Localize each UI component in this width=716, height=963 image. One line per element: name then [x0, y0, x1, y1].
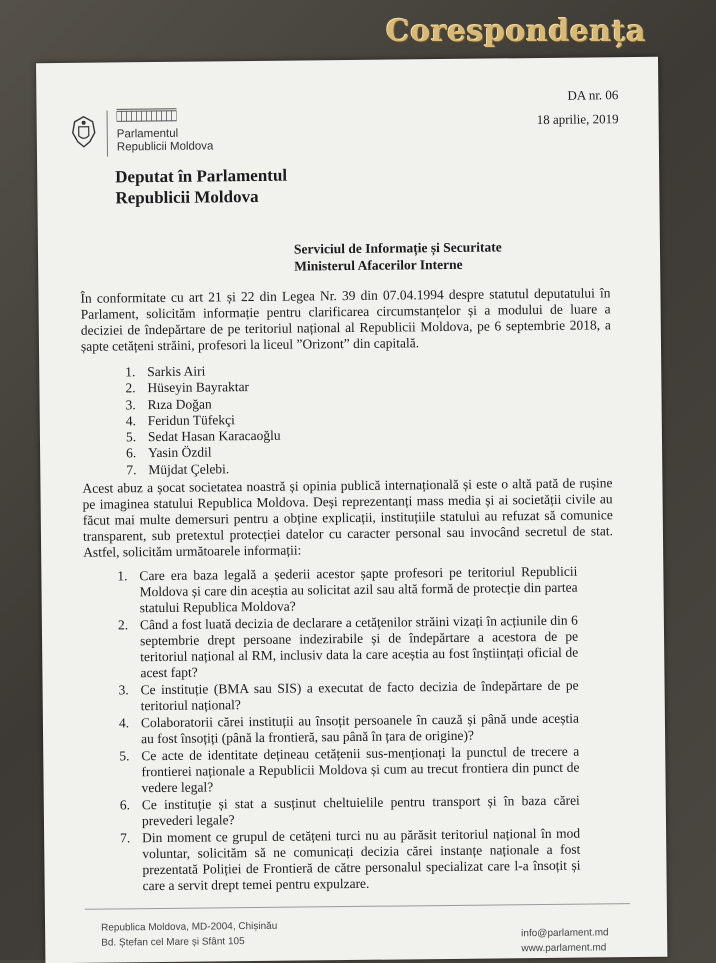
sender-line-2: Republicii Moldova	[115, 186, 287, 209]
list-item: 4. Colaboratorii cărei instituții au însoțit persoanele în cauză și până unde aceștia au fost însoțiți (până la frontieră, sau până în țara de origine)?	[119, 711, 579, 748]
institution-name	[117, 127, 214, 154]
names-list	[125, 363, 281, 479]
list-item: 6. Yasin Özdil	[126, 444, 281, 462]
parliament-building-icon	[116, 108, 176, 123]
coat-of-arms-icon	[69, 115, 99, 149]
list-item: 7. Müjdat Çelebi.	[126, 460, 281, 478]
list-item: 5. Ce acte de identitate dețineau cetățenii sus-menționați la punctul de trecere a frontierei naționale a Republicii Moldova și cum au trecut frontiera din punct de vedere legal?	[119, 744, 579, 797]
list-item: 7. Din moment ce grupul de cetățeni turci nu au părăsit teritoriul național în mod voluntar, solicităm să ne comunicați decizia cărei instanțe naționale a fost prezentată Poliției de Frontieră de către personalul specializat care l-a însoțit și care a servit drept temei pentru expulzare.	[120, 826, 581, 895]
footer-divider	[85, 903, 630, 910]
questions-list	[117, 564, 580, 896]
footer-address	[101, 919, 278, 951]
sender-title	[115, 165, 287, 209]
list-item: 6. Ce instituție și stat a susținut cheltuielile pentru transport și în baza cărei prevederi legale?	[120, 793, 580, 830]
list-item: 2. Când a fost luată decizia de declarare a cetățenilor străini vizați în acțiunile din 6 septembrie drept persoane indezirabile și de îndepărtare a acestora de pe teritoriul național al RM, inclusiv data la care aceștia au fost înștiințați oficial de acest fapt?	[118, 613, 579, 682]
document-number: DA nr. 06	[567, 87, 618, 104]
list-item: 4. Feridun Tüfekçi	[126, 412, 281, 430]
intro-paragraph: În conformitate cu art 21 și 22 din Legea Nr. 39 din 07.04.1994 despre statutul deputatului în Parlament, solicităm informație pentru clarificarea circumstanțelor și a modului de luare a deciziei de îndepărtare de pe teritoriul național al Republicii Moldova, pe 6 septembrie 2018, a șapte cetățeni străini, profesori la liceul ”Orizont” din capitală.	[80, 285, 611, 355]
list-item: 1. Care era baza legală a șederii acestor șapte profesori pe teritoriul Republicii Moldova și care din aceștia au solicitat azil sau altă formă de protecție din partea statului Republica Moldova?	[117, 564, 577, 617]
sender-line-1: Deputat în Parlamentul	[115, 165, 287, 188]
folder-title: Corespondența	[386, 14, 646, 49]
footer-website: www.parlament.md	[521, 940, 609, 956]
institution-line-1: Parlamentul	[117, 127, 214, 141]
footer-contact	[521, 925, 609, 956]
recipient-line-1: Serviciul de Informație și Securitate	[294, 238, 502, 257]
recipient-line-2: Ministerul Afacerilor Interne	[294, 255, 502, 274]
recipient-block	[294, 238, 502, 274]
address-line-1: Republica Moldova, MD-2004, Chișinău	[101, 919, 277, 936]
list-item: 3. Ce instituție (BMA sau SIS) a executat de facto decizia de îndepărtare de pe teritoriul național?	[119, 678, 579, 715]
list-item: 1. Sarkis Airi	[125, 363, 280, 381]
document-date: 18 aprilie, 2019	[537, 111, 619, 128]
list-item: 5. Sedat Hasan Karacaoğlu	[126, 428, 281, 446]
context-paragraph: Acest abuz a șocat societatea noastră și opinia publică internațională și este o altă pată de rușine pe imaginea statului Republica Moldova. Deși reprezentanți mass media și ai societății civile au făcut mai multe demersuri pentru a obține explicații, instituțiile statului au refuzat să comunice transparent, sub pretextul protecției datelor cu caracter personal sau invocând secretul de stat. Astfel, solicităm următoarele informații:	[82, 475, 613, 561]
address-line-2: Bd. Ștefan cel Mare și Sfânt 105	[101, 934, 277, 951]
logo-divider	[107, 111, 108, 157]
list-item: 2. Hüseyin Bayraktar	[125, 379, 280, 397]
institution-line-2: Republicii Moldova	[117, 140, 214, 154]
list-item: 3. Rıza Doğan	[126, 395, 281, 413]
letter-page	[36, 57, 667, 963]
footer-email: info@parlament.md	[521, 925, 609, 941]
